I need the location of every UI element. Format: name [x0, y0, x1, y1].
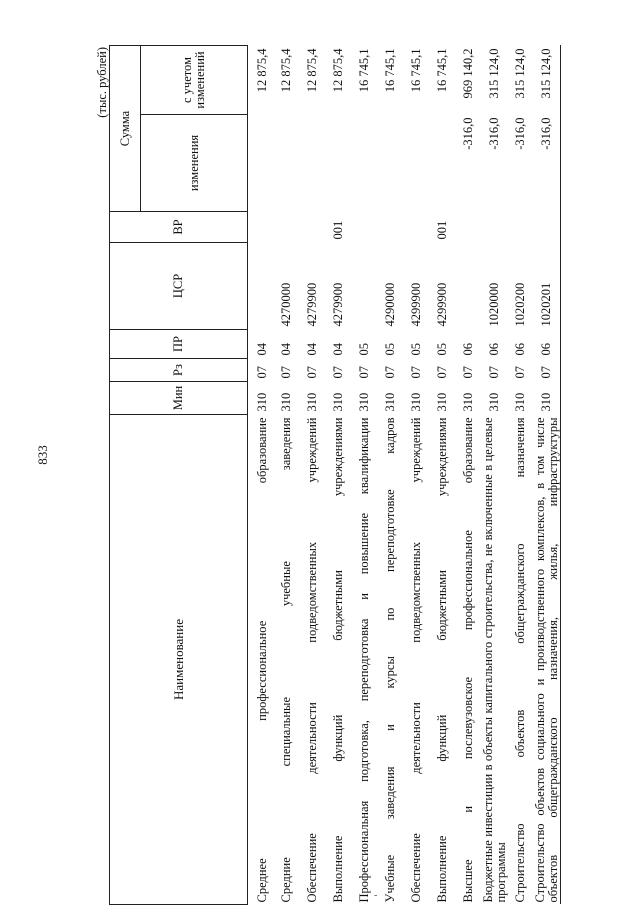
- table-row: [508, 46, 534, 905]
- row-change: [248, 115, 274, 212]
- row-total: 16 745,1: [383, 48, 397, 93]
- row-csr: [248, 243, 274, 330]
- row-change: [326, 115, 352, 212]
- row-vr: [248, 212, 274, 243]
- row-name: Учебные заведения и курсы по переподготовке кадров: [383, 417, 397, 903]
- row-csr: 4290000: [383, 282, 397, 327]
- row-vr: [300, 212, 326, 243]
- row-rz: 07: [255, 366, 270, 379]
- table-row: [300, 46, 326, 905]
- row-pr: 06: [534, 330, 561, 359]
- rotated-table-area: [95, 45, 595, 905]
- header-csr: ЦСР: [110, 243, 248, 330]
- row-vr: [456, 212, 482, 243]
- row-vr: [508, 212, 534, 243]
- row-pr: 05: [409, 343, 423, 356]
- row-pr: 05: [383, 343, 397, 356]
- row-name: Средние специальные учебные заведения: [279, 417, 293, 903]
- row-change: -316,0: [487, 117, 501, 150]
- budget-table: [109, 45, 561, 905]
- stray-mark: -: [374, 890, 378, 901]
- row-csr: 4270000: [279, 282, 293, 327]
- table-row: [352, 46, 378, 905]
- row-pr: 05: [357, 343, 371, 356]
- row-min: 310: [255, 392, 270, 412]
- table-row: [482, 46, 508, 905]
- row-rz: 07: [383, 366, 397, 379]
- row-pr: 06: [461, 343, 475, 356]
- row-rz: 07: [409, 366, 423, 379]
- row-change: [352, 115, 378, 212]
- row-change: [300, 115, 326, 212]
- header-vr: ВР: [110, 212, 248, 243]
- row-rz: 07: [305, 366, 319, 379]
- row-total: 969 140,2: [461, 48, 475, 99]
- row-total: 16 745,1: [409, 48, 423, 93]
- row-csr: 1020201: [534, 243, 561, 330]
- row-change: -316,0: [534, 115, 561, 212]
- row-csr: [352, 243, 378, 330]
- row-vr: [274, 212, 300, 243]
- row-rz: 07: [357, 366, 371, 379]
- table-row: [378, 46, 404, 905]
- row-total: 315 124,0: [487, 48, 501, 99]
- row-total: 16 745,1: [435, 48, 449, 93]
- row-min: 310: [305, 392, 319, 412]
- row-rz: 07: [513, 366, 527, 379]
- header-change: изменения: [141, 115, 248, 212]
- row-total: 12 875,4: [279, 48, 293, 93]
- row-vr: [482, 212, 508, 243]
- table-row: [404, 46, 430, 905]
- table-row: [430, 46, 456, 905]
- row-min: 310: [331, 392, 345, 412]
- row-name: Профессиональная подготовка, переподготовка и повышение квалификации: [357, 417, 371, 903]
- row-change: -316,0: [513, 117, 527, 150]
- row-csr: 4299900: [409, 282, 423, 327]
- row-change: [430, 115, 456, 212]
- row-min: 310: [409, 392, 423, 412]
- table-body: [248, 46, 561, 905]
- table-row: [326, 46, 352, 905]
- row-pr: 04: [305, 343, 319, 356]
- row-rz: 07: [461, 366, 475, 379]
- header-sum: Сумма: [110, 46, 141, 212]
- row-name: Обеспечение деятельности подведомственных учреждений: [305, 417, 319, 903]
- row-min: 310: [357, 392, 371, 412]
- row-vr: 001: [331, 220, 345, 240]
- header-min: Мин: [110, 382, 248, 415]
- row-total: 315 124,0: [513, 48, 527, 99]
- row-csr: 4279900: [305, 282, 319, 327]
- row-name: Строительство объектов общегражданского назначения: [513, 417, 527, 903]
- row-total: 12 875,4: [305, 48, 319, 93]
- row-change: [378, 115, 404, 212]
- table-row: [456, 46, 482, 905]
- row-name: Строительство объектов социального и производственного комплексов, в том числе объектов общегражданского назначения, жилья, инфраструктуры: [534, 415, 561, 905]
- table-row: [534, 46, 561, 905]
- row-vr: 001: [435, 220, 449, 240]
- row-min: 310: [534, 382, 561, 415]
- row-pr: 06: [513, 343, 527, 356]
- header-total: с учетом изменений: [141, 46, 248, 115]
- row-pr: 05: [435, 343, 449, 356]
- row-min: 310: [513, 392, 527, 412]
- row-csr: 4299900: [435, 282, 449, 327]
- row-pr: 04: [279, 343, 293, 356]
- row-min: 310: [383, 392, 397, 412]
- row-pr: 04: [255, 343, 270, 356]
- row-vr: [534, 212, 561, 243]
- row-csr: 1020000: [487, 282, 501, 327]
- row-change: [404, 115, 430, 212]
- row-csr: [456, 243, 482, 330]
- row-total: 12 875,4: [255, 48, 270, 93]
- row-name: Выполнение функций бюджетными учреждениями: [435, 417, 449, 903]
- row-csr: 1020200: [513, 282, 527, 327]
- row-vr: [352, 212, 378, 243]
- row-change: [274, 115, 300, 212]
- table-row: [248, 46, 274, 905]
- header-name: Наименование: [110, 415, 248, 905]
- row-total: 315 124,0: [534, 46, 561, 115]
- row-name: Выполнение функций бюджетными учреждениями: [331, 417, 345, 903]
- page-number: 833: [35, 445, 50, 465]
- row-name: Среднее профессиональное образование: [255, 417, 270, 903]
- row-min: 310: [279, 392, 293, 412]
- row-name: Обеспечение деятельности подведомственных учреждений: [409, 417, 423, 903]
- row-vr: [404, 212, 430, 243]
- unit-note: (тыс. рублей): [95, 47, 109, 118]
- header-rz: Рз: [110, 359, 248, 382]
- row-name: Бюджетные инвестиции в объекты капитального строительства, не включенные в целевые программы: [480, 417, 508, 903]
- row-pr: 04: [331, 343, 345, 356]
- row-min: 310: [487, 392, 501, 412]
- row-rz: 07: [279, 366, 293, 379]
- row-rz: 07: [487, 366, 501, 379]
- row-total: 12 875,4: [331, 48, 345, 93]
- row-rz: 07: [435, 366, 449, 379]
- row-total: 16 745,1: [357, 48, 371, 93]
- row-name: Высшее и послевузовское профессиональное образование: [461, 417, 475, 903]
- row-rz: 07: [534, 359, 561, 382]
- header-pr: ПР: [110, 330, 248, 359]
- row-csr: 4279900: [331, 282, 345, 327]
- row-min: 310: [435, 392, 449, 412]
- table-row: [274, 46, 300, 905]
- row-change: -316,0: [461, 117, 475, 150]
- row-pr: 06: [487, 343, 501, 356]
- row-min: 310: [461, 392, 475, 412]
- row-rz: 07: [331, 366, 345, 379]
- row-vr: [378, 212, 404, 243]
